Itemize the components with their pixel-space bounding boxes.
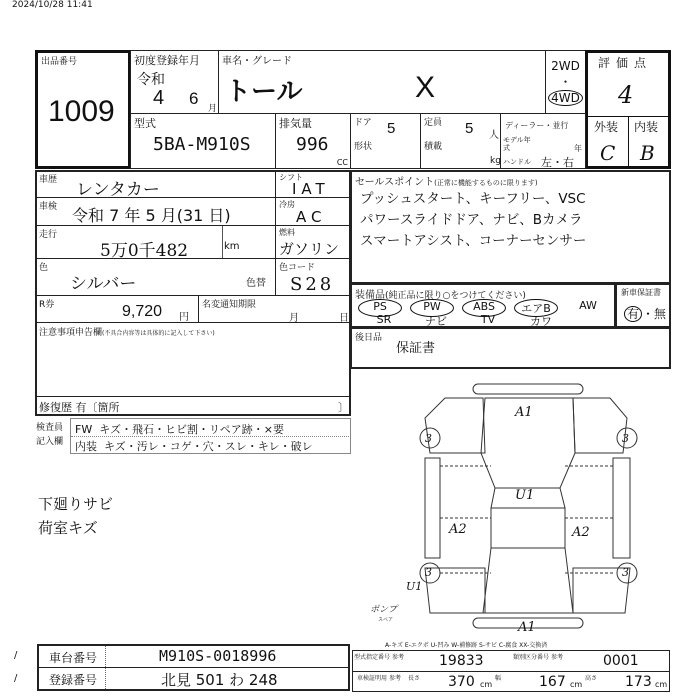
score-label: 評価点 [598, 56, 653, 70]
cc-unit: CC [336, 158, 348, 167]
color-code-label: 色コード [279, 263, 316, 273]
check-mark-icon: / [14, 650, 18, 661]
damage-left: A2 [449, 522, 467, 537]
color-code-box [275, 258, 351, 296]
capacity-box [420, 113, 501, 169]
first-reg-label: 初度登録年月 [134, 54, 200, 67]
lot-label: 出品番号 [41, 57, 78, 67]
displacement-value: 996 [296, 134, 329, 155]
first-registration [130, 50, 219, 114]
inspection-label: 車検 [39, 202, 58, 212]
reg-month: 6 [189, 89, 199, 108]
equip-leather: カワ [530, 315, 552, 328]
sales-label: セールスポイント [355, 177, 435, 188]
shift-box [275, 170, 351, 198]
type-no-value: 19833 [439, 653, 484, 669]
inspection-box [35, 197, 276, 226]
capacity-label: 定員 [424, 118, 443, 128]
warranty-yes: 有 [624, 306, 642, 322]
warranty-sep: ・ [642, 307, 655, 321]
tire-rr-grade: 3 [622, 566, 629, 579]
width-label: 幅 [495, 675, 502, 682]
capacity-unit: 人 [489, 130, 499, 141]
sales-points [360, 189, 586, 252]
year-unit: 年 [574, 144, 582, 153]
damage-side: U1 [406, 580, 423, 593]
notes-sub: (不具合内容等は具体的に記入して下さい) [102, 330, 215, 337]
int-label: 内装 [75, 440, 97, 453]
sales-line: プッシュスタート、キーフリー、VSC [360, 191, 586, 207]
reg-year: 4 [153, 87, 165, 109]
equip-pw: PW [410, 299, 454, 317]
equipment-label: 装備品 [355, 290, 385, 301]
sales-sub: (正常に機能するものに限ります) [434, 179, 538, 187]
ac-value: AC [296, 208, 327, 226]
damage-legend: A-キズ E-エクボ U-凹み W-補修跡 S-サビ C-腐食 XX-交換済 [385, 642, 548, 649]
exterior-label: 外装 [594, 120, 619, 134]
drive-sep: ・ [559, 75, 572, 89]
type-no-label: 型式指定番号 参考 [354, 654, 404, 661]
drive-2wd: 2WD [551, 59, 580, 73]
inspector-label [36, 421, 63, 449]
doors-label: ドア [354, 118, 372, 128]
handwritten-notes [38, 492, 113, 540]
rear-quarters [425, 568, 630, 613]
lot-box [35, 50, 131, 169]
color-code-value: S28 [290, 274, 335, 295]
tire-rl-grade: 3 [425, 566, 432, 579]
fuel-label: 燃料 [279, 228, 295, 237]
car-name: トール [225, 77, 303, 107]
equip-tv: TV [480, 313, 496, 326]
notes-title: 注意事項申告欄 [39, 328, 103, 338]
lot-number: 1009 [48, 95, 115, 128]
inspector-l1: 検査員 [36, 423, 64, 433]
equip-aw: AW [579, 299, 597, 312]
equipment-sub: (純正品に限り○をつけてください) [385, 291, 526, 301]
damage-front: A1 [515, 405, 533, 420]
fuel-value: ガソリン [279, 240, 340, 258]
timestamp: 2024/10/28 11:41 [12, 0, 93, 10]
note-1: 下廻りサビ [38, 495, 114, 513]
dealer-box [500, 113, 586, 169]
later-box [350, 327, 671, 369]
car-name-label: 車名・グレード [222, 56, 292, 67]
repair-end: 〕 [338, 401, 349, 414]
sales-line: パワースライドドア、ナビ、Bカメラ [360, 212, 583, 228]
nc-month: 月 [289, 313, 299, 324]
load-unit: kg [490, 156, 501, 166]
recycle-value: 9,720 [122, 303, 163, 320]
name-change-label: 名変通知期限 [202, 300, 257, 310]
history-label: 車歴 [39, 175, 58, 185]
model-year-label: モデル年式 [503, 136, 531, 152]
history-value: レンタカー [76, 180, 160, 200]
fuel-box [275, 225, 351, 259]
damage-right: A2 [572, 525, 590, 540]
warranty-box [615, 283, 671, 328]
doors-box [350, 113, 421, 169]
door-lines [440, 466, 613, 573]
int-items: キズ・汚レ・コゲ・穴・スレ・キレ・破レ [104, 440, 313, 453]
later-value: 保証書 [396, 341, 436, 356]
handle-label: ハンドル [503, 158, 531, 166]
plate-label: 登録番号 [49, 673, 98, 687]
km-unit: km [224, 241, 240, 252]
color-box [35, 258, 276, 296]
color-change-label: 色替 [246, 278, 266, 289]
damage-roof: U1 [515, 488, 535, 503]
displacement-box [275, 113, 351, 169]
recycle-label: R券 [39, 300, 55, 310]
chassis-number: M910S-0018996 [159, 647, 277, 665]
yen-unit: 円 [179, 312, 189, 323]
model-box [130, 113, 276, 169]
grade: X [415, 71, 436, 104]
ac-box [275, 197, 351, 226]
equip-ps: PS [358, 299, 402, 317]
equip-navi: ナビ [425, 315, 447, 328]
sales-line: スマートアシスト、コーナーセンサー [360, 233, 587, 249]
height-value: 173 [625, 674, 652, 690]
shift-label: シフト [279, 173, 303, 182]
warranty-label: 新車保証書 [621, 288, 661, 297]
chassis-label: 車台番号 [49, 651, 98, 665]
front-bumper [473, 384, 583, 394]
nc-day: 日 [339, 313, 349, 324]
month-unit: 月 [208, 104, 218, 114]
plate-number: 北見 501 わ 248 [161, 671, 278, 689]
class-no-value: 0001 [603, 653, 639, 669]
mileage-label: 走行 [39, 230, 58, 240]
class-no-label: 類別区分番号 参考 [513, 654, 563, 661]
ac-label: 冷房 [279, 200, 295, 209]
shape-label: 形状 [354, 142, 373, 152]
check-mark-icon: / [14, 673, 18, 684]
length-value: 370 [448, 674, 475, 690]
load-label: 積載 [424, 142, 443, 152]
note-2: 荷室キズ [38, 519, 98, 537]
damage-rear: A1 [518, 620, 536, 635]
spec-table [352, 650, 670, 692]
equip-airbag: エアB [514, 299, 558, 317]
equipment-box [350, 283, 616, 328]
recycle-box [35, 295, 199, 323]
spare-label: スペア [378, 617, 394, 623]
equip-sr: SR [376, 313, 392, 326]
length-label: 長さ [408, 675, 421, 682]
name-change-box [198, 295, 351, 323]
body-top [483, 488, 573, 613]
exterior-grade: C [600, 141, 616, 165]
inspection-value: 令和 7 年 5 月(31 日) [72, 206, 231, 225]
history-box [35, 170, 276, 198]
doors-value: 5 [387, 120, 396, 137]
repair-history: 修復歴 有〔箇所 [39, 401, 120, 414]
notes-label [39, 325, 215, 338]
height-label: 高さ [585, 675, 598, 682]
model-value: 5BA-M910S [153, 134, 251, 155]
warranty-no: 無 [654, 307, 667, 321]
width-unit: cm [570, 680, 583, 689]
fw-label: FW [75, 423, 93, 436]
height-unit: cm [655, 680, 668, 689]
color-value: シルバー [70, 274, 137, 294]
color-label: 色 [39, 263, 49, 273]
score-box [585, 50, 671, 169]
dealer-label: ディーラー・並行 [505, 121, 569, 130]
inspector-box [70, 418, 351, 454]
dims-label: 車検証明用 参考 [357, 675, 401, 682]
score-value: 4 [618, 81, 634, 109]
fw-items: キズ・飛石・ヒビ割・リペア跡・×要 [99, 423, 284, 436]
interior-label: 内装 [634, 120, 659, 134]
equip-abs: ABS [462, 299, 506, 317]
drive-box [545, 50, 586, 114]
shift-value: IAT [292, 180, 330, 198]
chassis-table [37, 644, 350, 691]
spare-mark: ポンプ [370, 605, 398, 615]
era: 令和 [137, 72, 165, 88]
drive-4wd: 4WD [548, 90, 583, 106]
tire-fr-grade: 3 [622, 432, 629, 445]
length-unit: cm [480, 680, 493, 689]
model-label: 型式 [134, 117, 156, 130]
car-name-box [218, 50, 546, 114]
inspector-l2: 記入欄 [36, 437, 64, 447]
mileage-value: 5万0千482 [100, 241, 189, 261]
mileage-box [35, 225, 276, 259]
interior-grade: B [640, 141, 655, 165]
tire-fl-grade: 3 [425, 432, 432, 445]
later-label: 後日品 [355, 333, 383, 343]
displacement-label: 排気量 [279, 117, 312, 130]
handle-value: 左・右 [541, 156, 574, 169]
capacity-value: 5 [465, 120, 474, 137]
width-value: 167 [539, 674, 566, 690]
sales-box [350, 170, 671, 284]
